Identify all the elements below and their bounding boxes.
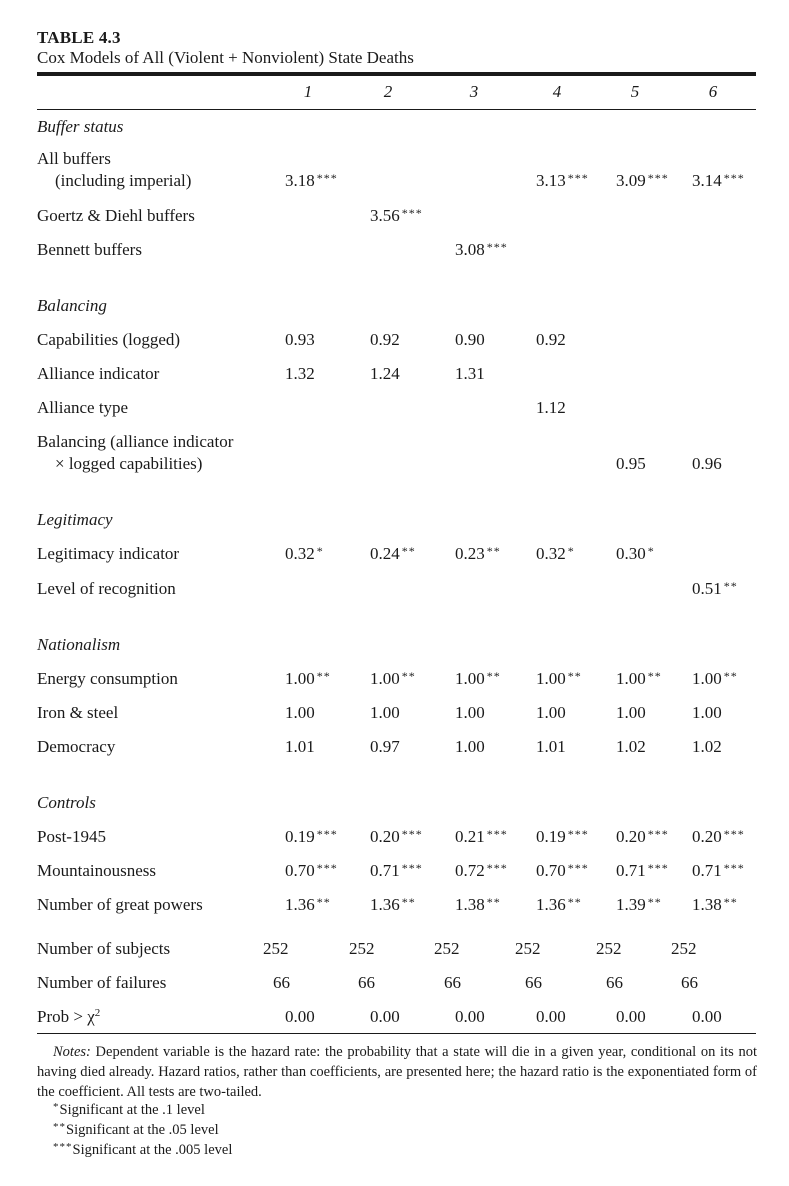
table-cell: [692, 861, 745, 881]
footnote-text: Significant at the .05 level: [66, 1122, 219, 1138]
cell-value: 1.00: [370, 669, 400, 688]
cell-value: 3.13: [536, 171, 566, 190]
top-rule: [37, 72, 756, 76]
row-label: [37, 240, 142, 260]
row-label: [37, 398, 128, 418]
column-header-1: 1: [303, 82, 313, 101]
table-cell: [616, 669, 662, 689]
table-cell: [692, 703, 722, 723]
row-label-text: Controls: [37, 793, 96, 812]
cell-value: 3.56: [370, 206, 400, 225]
section-title: [37, 510, 113, 530]
cell-value: 0.00: [692, 1007, 722, 1026]
section-header-row: [0, 296, 789, 320]
cell-value: 1.00: [692, 669, 722, 688]
table-cell: [515, 939, 541, 959]
row-label-text: Mountainousness: [37, 861, 156, 880]
significance-stars: **: [486, 544, 501, 558]
table-cell: [536, 171, 589, 191]
table-label: TABLE 4.3: [37, 28, 121, 47]
significance-stars: ***: [647, 171, 669, 185]
table-row: [0, 240, 789, 264]
table-row: [0, 861, 789, 885]
section-header-row: [0, 117, 789, 141]
table-cell: [349, 939, 375, 959]
cell-value: 1.12: [536, 398, 566, 417]
cell-value: 1.32: [285, 364, 315, 383]
row-label-text: Number of great powers: [37, 895, 203, 914]
cell-value: 0.72: [455, 861, 485, 880]
table-cell: [285, 171, 338, 191]
significance-stars: ***: [401, 861, 423, 875]
table-cell: [616, 703, 646, 723]
table-cell: [616, 737, 646, 757]
table-cell: [525, 973, 542, 993]
table-cell: [370, 703, 400, 723]
table-cell: [455, 827, 508, 847]
table-cell: [616, 1007, 646, 1027]
significance-stars: **: [401, 895, 416, 909]
table-cell: [273, 973, 290, 993]
cell-value: 1.36: [370, 895, 400, 914]
significance-stars: ***: [486, 827, 508, 841]
row-label-text: Number of failures: [37, 973, 167, 992]
table-cell: [455, 669, 501, 689]
table-cell: [370, 861, 423, 881]
table-cell: [616, 544, 655, 564]
cell-value: 0.24: [370, 544, 400, 563]
cell-value: 66: [358, 973, 375, 992]
row-label: [37, 861, 156, 881]
section-title: [37, 793, 96, 813]
significance-stars: ***: [401, 206, 423, 220]
row-label-text: Level of recognition: [37, 579, 176, 598]
cell-value: 0.92: [536, 330, 566, 349]
label-superscript: 2: [94, 1007, 101, 1019]
table-cell: [536, 895, 582, 915]
table-cell: [370, 544, 416, 564]
row-label: [37, 827, 106, 847]
notes-text: Dependent variable is the hazard rate: the probability that a state will die in a given year, conditional on its not having died already. Hazard ratios, rather than coefficients, are presented here; the hazard ratio is the exponentiated form of the coefficient. All tests are two-tailed.: [37, 1044, 757, 1100]
table-cell: [536, 330, 566, 350]
cell-value: 0.96: [692, 454, 722, 473]
table-cell: [616, 895, 662, 915]
row-label-continuation: × logged capabilities): [55, 454, 203, 473]
cell-value: 0.00: [455, 1007, 485, 1026]
cell-value: 1.00: [285, 703, 315, 722]
table-cell: [536, 1007, 566, 1027]
table-cell: [536, 669, 582, 689]
row-label: [37, 895, 203, 915]
cell-value: 0.19: [536, 827, 566, 846]
cell-value: 0.30: [616, 544, 646, 563]
table-row: [0, 973, 789, 997]
row-label: [37, 149, 111, 169]
table-row: [0, 206, 789, 230]
table-cell: [616, 861, 669, 881]
table-cell: [358, 973, 375, 993]
cell-value: 252: [349, 939, 375, 958]
cell-value: 0.32: [285, 544, 315, 563]
significance-stars: **: [401, 669, 416, 683]
row-label-text: Iron & steel: [37, 703, 119, 722]
footnote: [53, 1121, 219, 1139]
row-label-text: Alliance indicator: [37, 364, 160, 383]
significance-stars: *: [647, 544, 655, 558]
footnote-stars: *: [53, 1101, 60, 1113]
cell-value: 0.00: [285, 1007, 315, 1026]
significance-stars: **: [723, 579, 738, 593]
cell-value: 3.14: [692, 171, 722, 190]
significance-stars: **: [567, 895, 582, 909]
footnote-stars: **: [53, 1121, 66, 1133]
significance-stars: **: [647, 669, 662, 683]
significance-stars: ***: [567, 861, 589, 875]
footnote-text: Significant at the .1 level: [59, 1102, 205, 1118]
table-cell: [536, 827, 589, 847]
row-label-text: Democracy: [37, 737, 116, 756]
cell-value: 1.01: [285, 737, 315, 756]
cell-value: 1.36: [285, 895, 315, 914]
row-label-text: Bennett buffers: [37, 240, 142, 259]
table-cell: [536, 703, 566, 723]
cell-value: 1.00: [285, 669, 315, 688]
cell-value: 0.71: [370, 861, 400, 880]
row-label-text: Goertz & Diehl buffers: [37, 206, 195, 225]
cell-value: 1.24: [370, 364, 400, 383]
table-row: [0, 544, 789, 568]
cell-value: 1.02: [616, 737, 646, 756]
table-cell: [285, 895, 331, 915]
table-cell: [370, 1007, 400, 1027]
table-cell: [596, 939, 622, 959]
cell-value: 0.70: [285, 861, 315, 880]
table-cell: [285, 544, 324, 564]
section-title: [37, 117, 123, 137]
row-label-text: Legitimacy indicator: [37, 544, 180, 563]
table-cell: [692, 171, 745, 191]
table-cell: [455, 703, 485, 723]
row-label: [37, 939, 170, 959]
significance-stars: **: [723, 895, 738, 909]
table-cell: [455, 330, 485, 350]
table-cell: [263, 939, 289, 959]
row-label-text: All buffers: [37, 149, 111, 168]
cell-value: 1.01: [536, 737, 566, 756]
cell-value: 66: [444, 973, 461, 992]
table-cell: [285, 827, 338, 847]
cell-value: 3.18: [285, 171, 315, 190]
section-title: [37, 296, 107, 316]
cell-value: 3.08: [455, 240, 485, 259]
cell-value: 0.32: [536, 544, 566, 563]
row-label-text: Legitimacy: [37, 510, 113, 529]
significance-stars: ***: [486, 861, 508, 875]
table-cell: [616, 171, 669, 191]
cell-value: 66: [681, 973, 698, 992]
row-label-text: Energy consumption: [37, 669, 178, 688]
table-cell: [455, 895, 501, 915]
table-cell: [692, 737, 722, 757]
cell-value: 1.00: [455, 737, 485, 756]
cell-value: 1.38: [692, 895, 722, 914]
row-label: [37, 579, 176, 599]
section-header-row: [0, 510, 789, 534]
cell-value: 0.20: [692, 827, 722, 846]
footnote: [53, 1101, 205, 1119]
row-label-text: Buffer status: [37, 117, 124, 136]
cell-value: 252: [263, 939, 289, 958]
table-cell: [370, 330, 400, 350]
column-header-5: 5: [630, 82, 640, 101]
table-cell: [455, 1007, 485, 1027]
cell-value: 1.00: [692, 703, 722, 722]
footnote-stars: ***: [53, 1141, 73, 1153]
cell-value: 252: [434, 939, 460, 958]
cell-value: 0.00: [370, 1007, 400, 1026]
table-cell: [455, 737, 485, 757]
table-cell: [370, 895, 416, 915]
cell-value: 252: [596, 939, 622, 958]
significance-stars: ***: [316, 827, 338, 841]
cell-value: 0.00: [536, 1007, 566, 1026]
row-label: [37, 206, 195, 226]
bottom-rule: [37, 1033, 756, 1034]
cell-value: 1.00: [536, 669, 566, 688]
cell-value: 0.00: [616, 1007, 646, 1026]
table-cell: [370, 737, 400, 757]
table-cell: [285, 1007, 315, 1027]
table-cell: [692, 895, 738, 915]
cell-value: 1.31: [455, 364, 485, 383]
significance-stars: **: [567, 669, 582, 683]
row-label-text: Post-1945: [37, 827, 106, 846]
cell-value: 1.39: [616, 895, 646, 914]
table-cell: [616, 454, 646, 474]
table-cell: [692, 454, 722, 474]
cell-value: 1.36: [536, 895, 566, 914]
section-header-row: [0, 635, 789, 659]
significance-stars: ***: [723, 827, 745, 841]
row-label-text: Number of subjects: [37, 939, 171, 958]
significance-stars: ***: [316, 171, 338, 185]
cell-value: 0.23: [455, 544, 485, 563]
table-row: [0, 432, 789, 473]
significance-stars: **: [723, 669, 738, 683]
table-row: [0, 895, 789, 919]
table-cell: [285, 669, 331, 689]
significance-stars: **: [647, 895, 662, 909]
significance-stars: ***: [567, 171, 589, 185]
table-cell: [285, 861, 338, 881]
table-cell: [370, 827, 423, 847]
row-label-text: Capabilities (logged): [37, 330, 181, 349]
header-rule: [37, 109, 756, 110]
footnote: [53, 1141, 232, 1159]
table-cell: [606, 973, 623, 993]
row-label-text: Nationalism: [37, 635, 121, 654]
table-row: [0, 1007, 789, 1031]
cell-value: 0.93: [285, 330, 315, 349]
footnote-text: Significant at the .005 level: [72, 1142, 233, 1158]
cell-value: 0.92: [370, 330, 400, 349]
column-header-4: 4: [552, 82, 562, 101]
row-label-continuation: (including imperial): [55, 171, 192, 190]
cell-value: 1.02: [692, 737, 722, 756]
section-title: [37, 635, 120, 655]
section-header-row: [0, 793, 789, 817]
notes-lead: Notes:: [53, 1044, 91, 1060]
row-label: [37, 432, 233, 452]
row-label: [37, 544, 179, 564]
table-cell: [434, 939, 460, 959]
significance-stars: **: [401, 544, 416, 558]
significance-stars: ***: [647, 827, 669, 841]
cell-value: 252: [671, 939, 697, 958]
table-row: [0, 330, 789, 354]
significance-stars: ***: [316, 861, 338, 875]
table-notes: [37, 1042, 757, 1102]
table-cell: [285, 364, 315, 384]
table-cell: [455, 861, 508, 881]
significance-stars: **: [486, 895, 501, 909]
cell-value: 0.90: [455, 330, 485, 349]
table-row: [0, 939, 789, 963]
significance-stars: ***: [401, 827, 423, 841]
row-label: [37, 330, 180, 350]
row-label: [37, 364, 159, 384]
significance-stars: **: [316, 895, 331, 909]
table-cell: [536, 398, 566, 418]
cell-value: 1.00: [455, 669, 485, 688]
table-row: [0, 398, 789, 422]
cell-value: 0.20: [616, 827, 646, 846]
table-row: [0, 737, 789, 761]
significance-stars: **: [486, 669, 501, 683]
cell-value: 0.70: [536, 861, 566, 880]
cell-value: 1.00: [370, 703, 400, 722]
table-cell: [536, 737, 566, 757]
column-header-3: 3: [469, 82, 479, 101]
cell-value: 1.00: [536, 703, 566, 722]
significance-stars: ***: [723, 171, 745, 185]
table-row: [0, 579, 789, 603]
table-cell: [444, 973, 461, 993]
cell-value: 66: [273, 973, 290, 992]
cell-value: 0.71: [616, 861, 646, 880]
table-cell: [285, 703, 315, 723]
cell-value: 252: [515, 939, 541, 958]
cell-value: 0.51: [692, 579, 722, 598]
row-label: [37, 737, 115, 757]
table-cell: [671, 939, 697, 959]
significance-stars: ***: [486, 240, 508, 254]
row-label: [37, 1007, 100, 1027]
table-cell: [370, 669, 416, 689]
significance-stars: *: [567, 544, 575, 558]
table-row: [0, 149, 789, 190]
table-cell: [285, 737, 315, 757]
cell-value: 0.95: [616, 454, 646, 473]
table-cell: [692, 669, 738, 689]
cell-value: 66: [525, 973, 542, 992]
table-caption: Cox Models of All (Violent + Nonviolent) State Deaths: [37, 48, 414, 67]
row-label-text: Balancing: [37, 296, 107, 315]
cell-value: 0.19: [285, 827, 315, 846]
table-cell: [536, 861, 589, 881]
table-row: [0, 364, 789, 388]
significance-stars: ***: [647, 861, 669, 875]
cell-value: 0.71: [692, 861, 722, 880]
table-cell: [370, 206, 423, 226]
cell-value: 0.20: [370, 827, 400, 846]
table-cell: [616, 827, 669, 847]
table-cell: [692, 1007, 722, 1027]
table-cell: [681, 973, 698, 993]
significance-stars: ***: [723, 861, 745, 875]
table-row: [0, 669, 789, 693]
significance-stars: **: [316, 669, 331, 683]
cell-value: 66: [606, 973, 623, 992]
table-cell: [370, 364, 400, 384]
row-label-text: Alliance type: [37, 398, 129, 417]
table-row: [0, 827, 789, 851]
table-cell: [692, 579, 738, 599]
significance-stars: ***: [567, 827, 589, 841]
row-label-text: Prob > χ: [37, 1007, 95, 1026]
table-cell: [455, 240, 508, 260]
cell-value: 3.09: [616, 171, 646, 190]
table-cell: [692, 827, 745, 847]
cell-value: 1.00: [616, 669, 646, 688]
table-cell: [455, 364, 485, 384]
cell-value: 1.00: [455, 703, 485, 722]
table-cell: [455, 544, 501, 564]
row-label-text: Balancing (alliance indicator: [37, 432, 234, 451]
row-label: [37, 973, 166, 993]
cell-value: 1.38: [455, 895, 485, 914]
table-row: [0, 703, 789, 727]
column-header-6: 6: [708, 82, 718, 101]
cell-value: 1.00: [616, 703, 646, 722]
column-header-2: 2: [383, 82, 393, 101]
table-cell: [536, 544, 575, 564]
row-label: [37, 669, 178, 689]
cell-value: 0.21: [455, 827, 485, 846]
significance-stars: *: [316, 544, 324, 558]
row-label: [37, 703, 118, 723]
table-cell: [285, 330, 315, 350]
cell-value: 0.97: [370, 737, 400, 756]
